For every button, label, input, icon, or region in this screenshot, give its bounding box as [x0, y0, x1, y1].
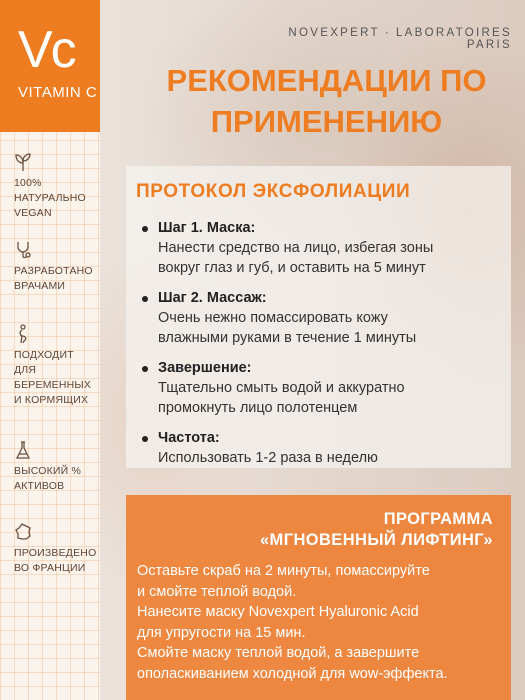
sidebar	[0, 0, 100, 700]
doctor-icon	[14, 240, 32, 260]
feature-line: НАТУРАЛЬНО	[14, 192, 86, 204]
step-text-line: Тщательно смыть водой и аккуратно	[158, 380, 405, 396]
program-line: Нанесите маску Novexpert Hyaluronic Acid	[137, 604, 419, 620]
feature-line: VEGAN	[14, 207, 52, 219]
france-map-icon	[14, 522, 32, 542]
brand-name: NOVEXPERT	[288, 27, 380, 39]
program-line: и смойте теплой водой.	[137, 583, 297, 600]
protocol-title: ПРОТОКОЛ ЭКСФОЛИАЦИИ	[136, 181, 411, 202]
step-text-line: влажными руками в течение 1 минуты	[158, 330, 417, 346]
protocol-steps	[142, 218, 502, 478]
feature-line: РАЗРАБОТАНО	[14, 265, 93, 277]
feature-line: ДЛЯ	[14, 364, 37, 376]
logo	[0, 0, 100, 132]
protocol-step	[142, 358, 502, 418]
step-text-line: вокруг глаз и губ, и оставить на 5 минут	[158, 260, 426, 276]
protocol-card	[126, 166, 511, 468]
feature-line: 100%	[14, 177, 42, 189]
program-title-line: ПРОГРАММА	[383, 510, 493, 528]
step-heading: Завершение:	[158, 360, 252, 376]
feature-line: ПОДХОДИТ	[14, 349, 74, 361]
step-heading: Шаг 2. Массаж:	[158, 290, 267, 306]
page-title-line: ПРИМЕНЕНИЮ	[210, 104, 443, 139]
page-title	[128, 60, 525, 142]
feature-doctors	[14, 240, 100, 294]
protocol-step	[142, 288, 502, 348]
feature-line: АКТИВОВ	[14, 480, 65, 492]
feature-pregnancy	[14, 324, 100, 408]
page-title-line: РЕКОМЕНДАЦИИ ПО	[166, 63, 487, 98]
lifting-program-box	[126, 495, 511, 700]
step-heading: Шаг 1. Маска:	[158, 220, 256, 236]
feature-natural-vegan	[14, 152, 100, 221]
sprout-icon	[14, 152, 32, 172]
feature-line: ПРОИЗВЕДЕНО	[14, 547, 97, 559]
program-title	[260, 509, 493, 551]
bullet-dot	[142, 436, 148, 442]
step-text-line: Нанести средство на лицо, избегая зоны	[158, 240, 434, 256]
feature-line: ВЫСОКИЙ %	[14, 465, 82, 477]
feature-made-in-france	[14, 522, 100, 576]
protocol-step	[142, 218, 502, 278]
step-text-line: Очень нежно помассировать кожу	[158, 310, 388, 326]
step-text-line: Использовать 1-2 раза в неделю	[158, 450, 378, 466]
feature-line: ВО ФРАНЦИИ	[14, 562, 86, 574]
program-text	[137, 561, 509, 684]
flask-icon	[14, 440, 32, 460]
program-line: Смойте маску теплой водой, а завершите	[137, 645, 420, 661]
program-line: Оставьте скраб на 2 минуты, помассируйте	[137, 563, 430, 579]
logo-subtitle: VITAMIN C	[18, 84, 98, 101]
feature-high-actives	[14, 440, 100, 494]
feature-line: И КОРМЯЩИХ	[14, 394, 89, 406]
protocol-step	[142, 428, 502, 468]
bullet-dot	[142, 296, 148, 302]
program-line: для упругости на 15 мин.	[137, 624, 306, 641]
feature-line: ВРАЧАМИ	[14, 280, 66, 292]
pregnancy-icon	[14, 324, 32, 344]
logo-mark: Vc	[18, 21, 75, 79]
program-title-line: «МГНОВЕННЫЙ ЛИФТИНГ»	[259, 531, 493, 549]
brand-tagline: LABORATOIRES PARIS	[395, 27, 512, 51]
brand-separator: ·	[384, 27, 391, 39]
bullet-dot	[142, 226, 148, 232]
feature-line: БЕРЕМЕННЫХ	[14, 379, 92, 391]
program-line: ополаскиванием холодной для wow-эффекта.	[137, 665, 448, 682]
step-heading: Частота:	[158, 430, 220, 446]
step-text-line: промокнуть лицо полотенцем	[158, 400, 358, 416]
bullet-dot	[142, 366, 148, 372]
brand-header	[244, 27, 512, 51]
